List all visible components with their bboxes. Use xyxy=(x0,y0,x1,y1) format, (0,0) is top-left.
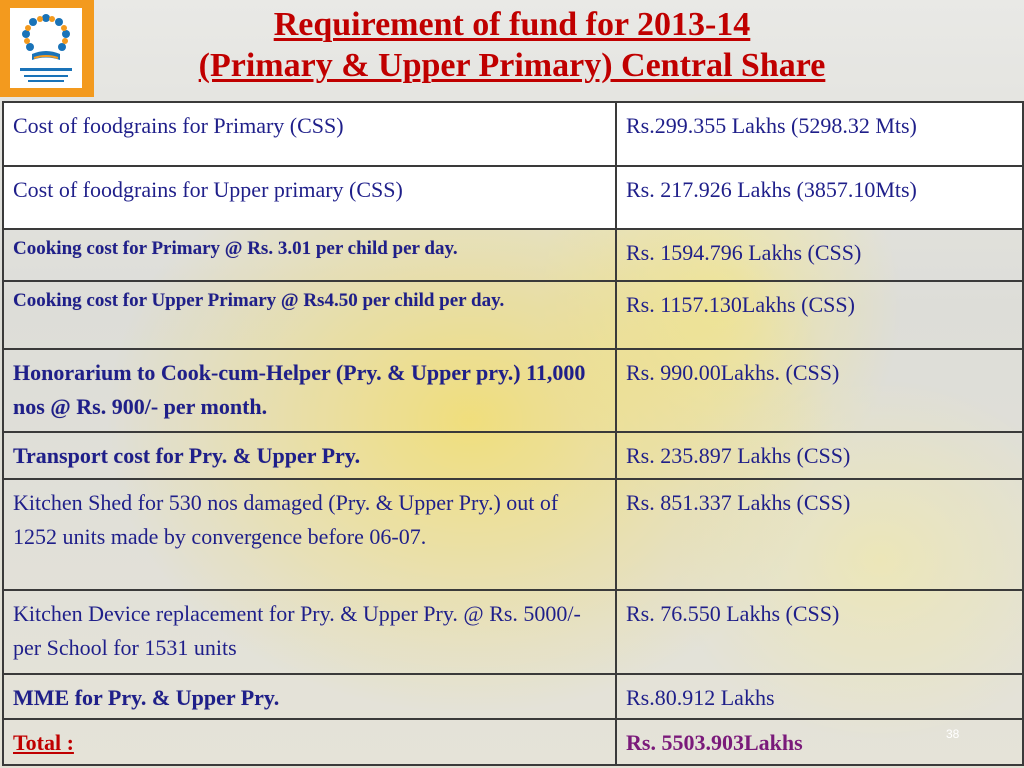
amount-cell: Rs. 851.337 Lakhs (CSS) xyxy=(616,479,1023,590)
amount-cell: Rs. 76.550 Lakhs (CSS) xyxy=(616,590,1023,674)
amount-cell: Rs. 1157.130Lakhs (CSS) xyxy=(616,281,1023,349)
table-row xyxy=(3,102,1023,166)
amount-cell: Rs.299.355 Lakhs (5298.32 Mts) xyxy=(616,102,1023,166)
item-cell: Cooking cost for Primary @ Rs. 3.01 per child per day. xyxy=(3,229,616,281)
mid-day-meal-logo-icon xyxy=(10,8,82,88)
amount-cell: Rs.80.912 Lakhs xyxy=(616,674,1023,719)
total-label: Total : xyxy=(13,730,74,755)
fund-requirement-table xyxy=(2,101,1024,766)
total-amount-cell: Rs. 5503.903Lakhs xyxy=(616,719,1023,765)
item-cell: Kitchen Shed for 530 nos damaged (Pry. & Upper Pry.) out of 1252 units made by convergence before 06-07. xyxy=(3,479,616,590)
table-row xyxy=(3,229,1023,281)
table-row xyxy=(3,281,1023,349)
table-row xyxy=(3,432,1023,479)
logo xyxy=(0,0,94,97)
item-cell: Cost of foodgrains for Primary (CSS) xyxy=(3,102,616,166)
slide-title xyxy=(100,4,924,86)
title-line-1: Requirement of fund for 2013-14 xyxy=(273,6,751,43)
table-row xyxy=(3,349,1023,432)
total-row xyxy=(3,719,1023,765)
amount-cell: Rs. 235.897 Lakhs (CSS) xyxy=(616,432,1023,479)
item-cell: Transport cost for Pry. & Upper Pry. xyxy=(3,432,616,479)
item-cell: Cooking cost for Upper Primary @ Rs4.50 per child per day. xyxy=(3,281,616,349)
table-row xyxy=(3,674,1023,719)
amount-cell: Rs. 217.926 Lakhs (3857.10Mts) xyxy=(616,166,1023,229)
item-cell: Cost of foodgrains for Upper primary (CSS) xyxy=(3,166,616,229)
table-row xyxy=(3,590,1023,674)
total-label-cell xyxy=(3,719,616,765)
table-row xyxy=(3,479,1023,590)
page-number: 38 xyxy=(946,727,960,741)
amount-cell: Rs. 1594.796 Lakhs (CSS) xyxy=(616,229,1023,281)
item-cell: MME for Pry. & Upper Pry. xyxy=(3,674,616,719)
item-cell: Honorarium to Cook-cum-Helper (Pry. & Upper pry.) 11,000 nos @ Rs. 900/- per month. xyxy=(3,349,616,432)
title-line-2: (Primary & Upper Primary) Central Share xyxy=(198,47,826,84)
item-cell: Kitchen Device replacement for Pry. & Upper Pry. @ Rs. 5000/- per School for 1531 units xyxy=(3,590,616,674)
amount-cell: Rs. 990.00Lakhs. (CSS) xyxy=(616,349,1023,432)
table-row xyxy=(3,166,1023,229)
